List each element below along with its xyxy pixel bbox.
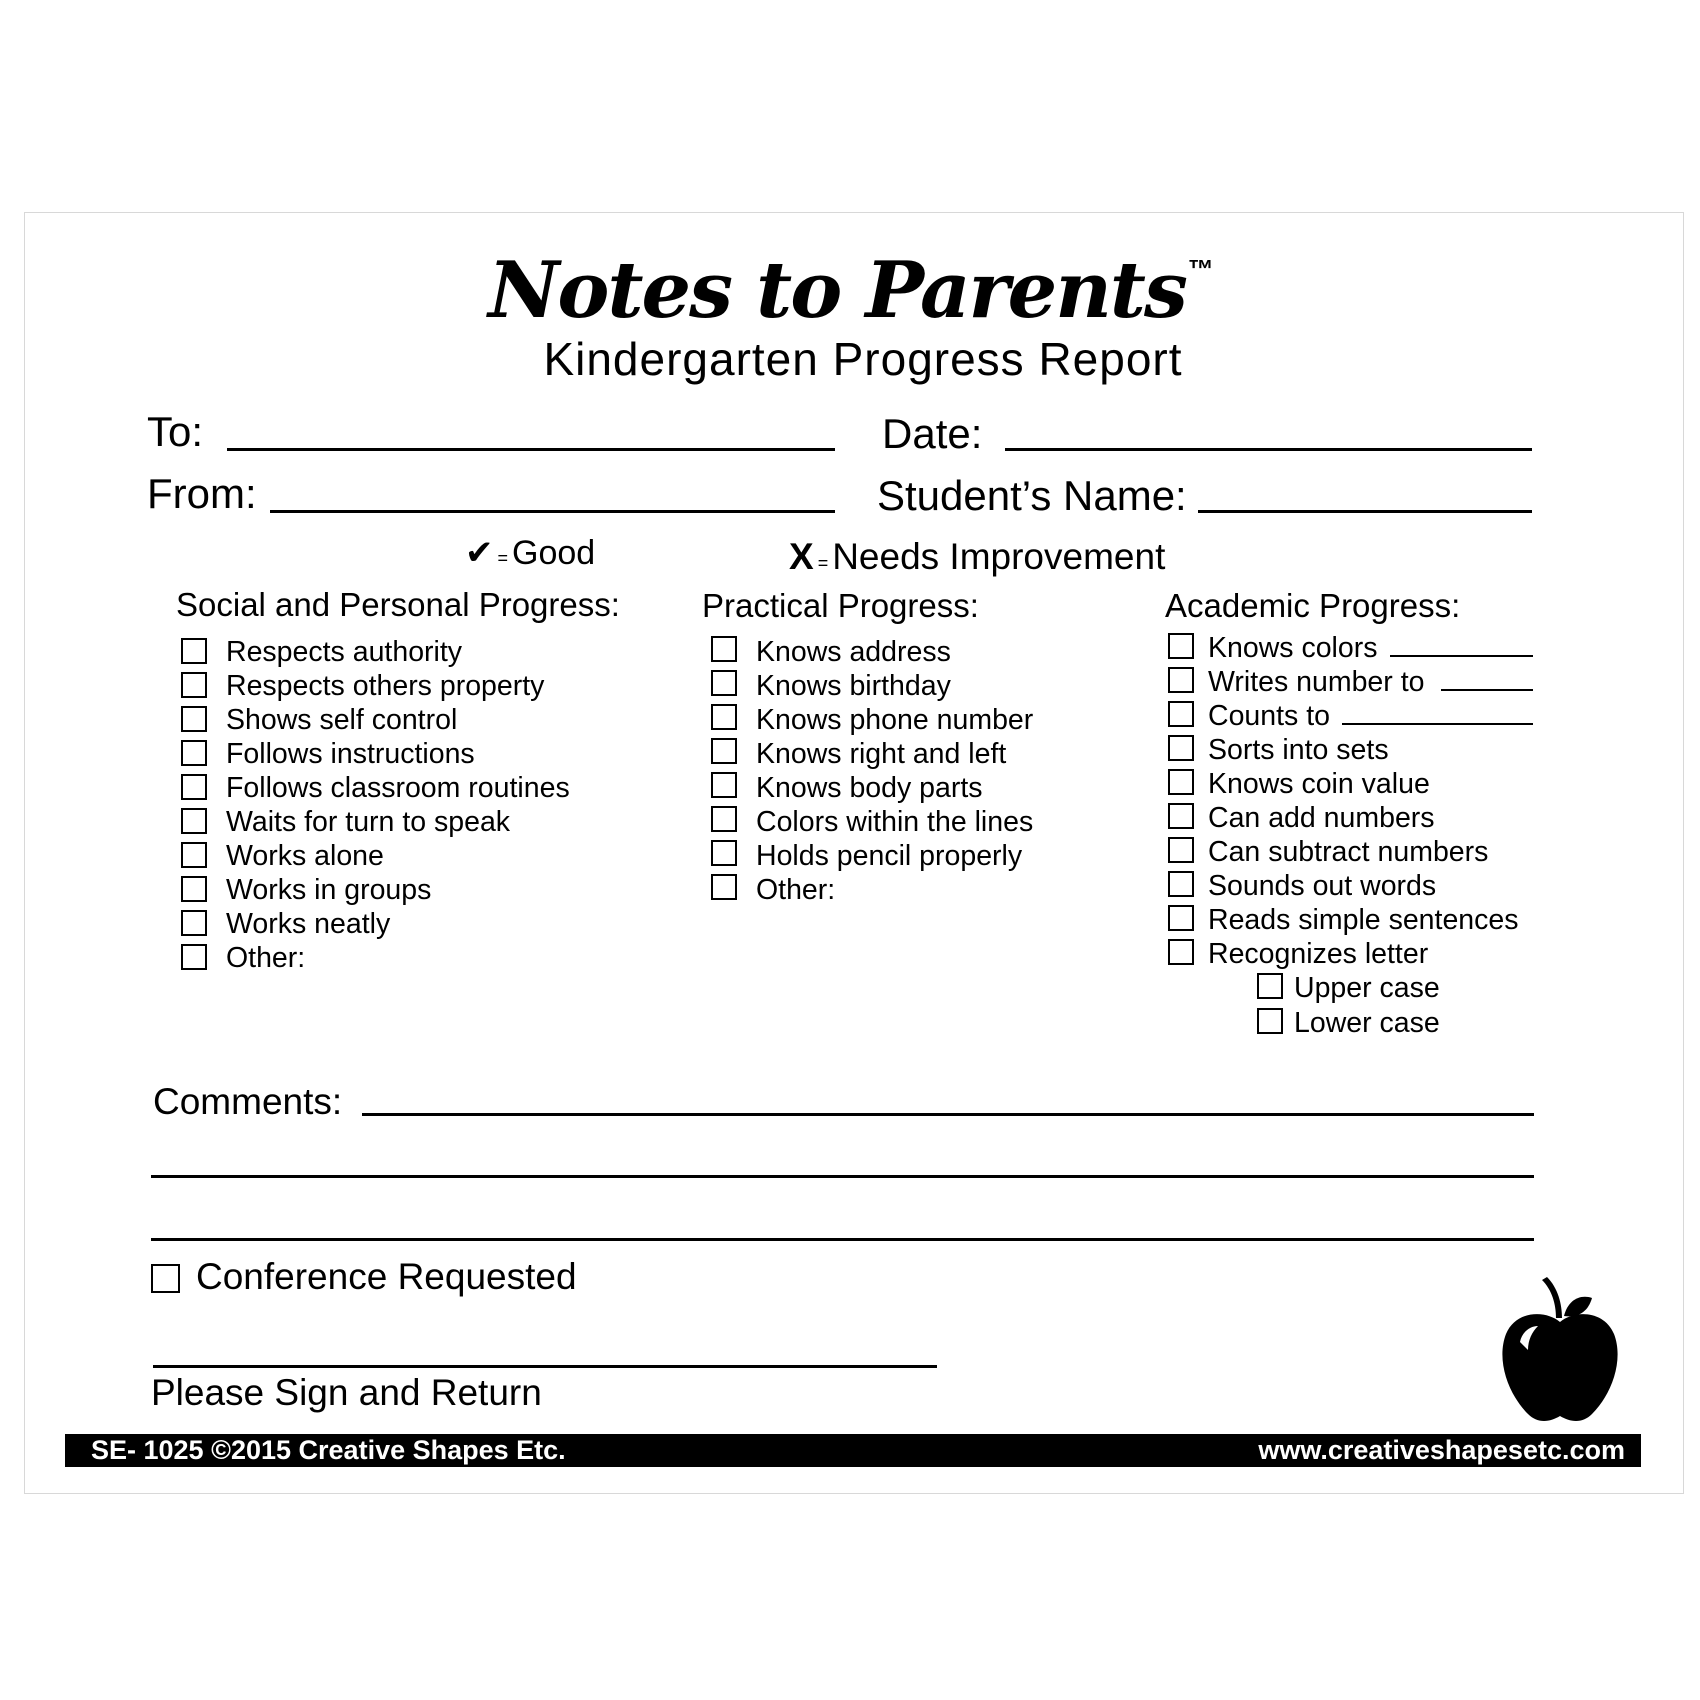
legend-good (465, 533, 596, 573)
list-item: Holds pencil properly (756, 840, 1023, 872)
list-item: Recognizes letter (1208, 938, 1429, 970)
list-item: Respects others property (226, 670, 545, 702)
conference-checkbox[interactable] (151, 1264, 180, 1293)
checkbox[interactable] (711, 840, 737, 866)
to-line[interactable] (227, 448, 835, 451)
checkbox[interactable] (711, 772, 737, 798)
list-item: Colors within the lines (756, 806, 1034, 838)
list-item: Knows colors (1208, 632, 1378, 664)
checkbox[interactable] (181, 706, 207, 732)
checkbox[interactable] (181, 944, 207, 970)
checkbox[interactable] (1168, 803, 1194, 829)
signature-label: Please Sign and Return (151, 1372, 542, 1413)
list-item: Works neatly (226, 908, 391, 940)
checkbox[interactable] (181, 672, 207, 698)
list-item: Knows coin value (1208, 768, 1430, 800)
list-item: Follows classroom routines (226, 772, 570, 804)
checkbox[interactable] (181, 842, 207, 868)
footer-bar (65, 1434, 1641, 1467)
checkmark-icon: ✔ (465, 533, 494, 573)
list-item: Reads simple sentences (1208, 904, 1519, 936)
list-item: Counts to (1208, 700, 1330, 732)
from-line[interactable] (270, 510, 835, 513)
list-item: Knows birthday (756, 670, 951, 702)
list-item: Waits for turn to speak (226, 806, 511, 838)
comments-line[interactable] (362, 1113, 1534, 1116)
checkbox[interactable] (711, 806, 737, 832)
comments-label: Comments: (153, 1081, 343, 1122)
list-item: Knows body parts (756, 772, 983, 804)
checkbox[interactable] (181, 638, 207, 664)
list-item: Shows self control (226, 704, 458, 736)
list-item: Writes number to (1208, 666, 1425, 698)
academic-heading: Academic Progress: (1165, 587, 1461, 624)
list-item: Other: (226, 942, 306, 974)
list-item: Sorts into sets (1208, 734, 1389, 766)
comments-line[interactable] (151, 1238, 1534, 1241)
checkbox[interactable] (181, 774, 207, 800)
student-name-line[interactable] (1198, 510, 1532, 513)
checkbox[interactable] (1168, 939, 1194, 965)
apple-stem (1542, 1277, 1562, 1318)
practical-heading: Practical Progress: (702, 587, 979, 624)
list-item: Sounds out words (1208, 870, 1437, 902)
apple-leaf (1564, 1297, 1592, 1317)
from-label: From: (147, 470, 257, 517)
checkbox[interactable] (711, 670, 737, 696)
sub-list-item: Lower case (1294, 1007, 1440, 1039)
footer-copyright: SE- 1025 ©2015 Creative Shapes Etc. (91, 1435, 566, 1465)
signature-line[interactable] (153, 1365, 937, 1368)
checkbox[interactable] (711, 636, 737, 662)
checkbox[interactable] (1257, 973, 1283, 999)
checkbox[interactable] (1168, 667, 1194, 693)
conference-label: Conference Requested (196, 1256, 577, 1297)
page-subtitle: Kindergarten Progress Report (543, 333, 1183, 385)
legend-good-label: Good (512, 534, 596, 572)
list-item: Knows phone number (756, 704, 1034, 736)
apple-icon (1498, 1276, 1628, 1426)
knows-colors-line[interactable] (1390, 655, 1533, 657)
list-item: Works alone (226, 840, 384, 872)
title-text: Notes to Parents (488, 245, 1186, 336)
checkbox[interactable] (181, 740, 207, 766)
trademark-mark: ™ (1187, 254, 1212, 284)
date-label: Date: (882, 410, 983, 457)
checkbox[interactable] (1257, 1008, 1283, 1034)
sub-list-item: Upper case (1294, 972, 1440, 1004)
legend-needs-eq: = (817, 553, 829, 573)
checkbox[interactable] (181, 876, 207, 902)
checkbox[interactable] (1168, 769, 1194, 795)
date-line[interactable] (1005, 448, 1532, 451)
list-item: Works in groups (226, 874, 432, 906)
list-item: Knows right and left (756, 738, 1007, 770)
list-item: Knows address (756, 636, 951, 668)
comments-line[interactable] (151, 1175, 1534, 1178)
to-label: To: (147, 408, 204, 455)
writes-number-line[interactable] (1441, 689, 1533, 691)
list-item: Follows instructions (226, 738, 475, 770)
list-item: Can subtract numbers (1208, 836, 1489, 868)
apple-body (1502, 1314, 1617, 1421)
checkbox[interactable] (1168, 837, 1194, 863)
checkbox[interactable] (1168, 701, 1194, 727)
list-item: Can add numbers (1208, 802, 1435, 834)
social-heading: Social and Personal Progress: (176, 586, 620, 623)
legend-good-eq: = (497, 548, 509, 568)
x-mark-icon: X (789, 536, 814, 577)
checkbox[interactable] (1168, 735, 1194, 761)
checkbox[interactable] (1168, 871, 1194, 897)
checkbox[interactable] (1168, 905, 1194, 931)
footer-website[interactable]: www.creativeshapesetc.com (1258, 1435, 1625, 1465)
checkbox[interactable] (711, 738, 737, 764)
counts-to-line[interactable] (1342, 723, 1533, 725)
checkbox[interactable] (181, 910, 207, 936)
checkbox[interactable] (1168, 633, 1194, 659)
legend-needs-improvement (789, 538, 1165, 575)
page-title (0, 245, 1700, 336)
checkbox[interactable] (181, 808, 207, 834)
student-name-label: Student’s Name: (877, 472, 1187, 519)
checkbox[interactable] (711, 874, 737, 900)
list-item: Other: (756, 874, 836, 906)
legend-needs-label: Needs Improvement (832, 536, 1166, 577)
checkbox[interactable] (711, 704, 737, 730)
list-item: Respects authority (226, 636, 463, 668)
